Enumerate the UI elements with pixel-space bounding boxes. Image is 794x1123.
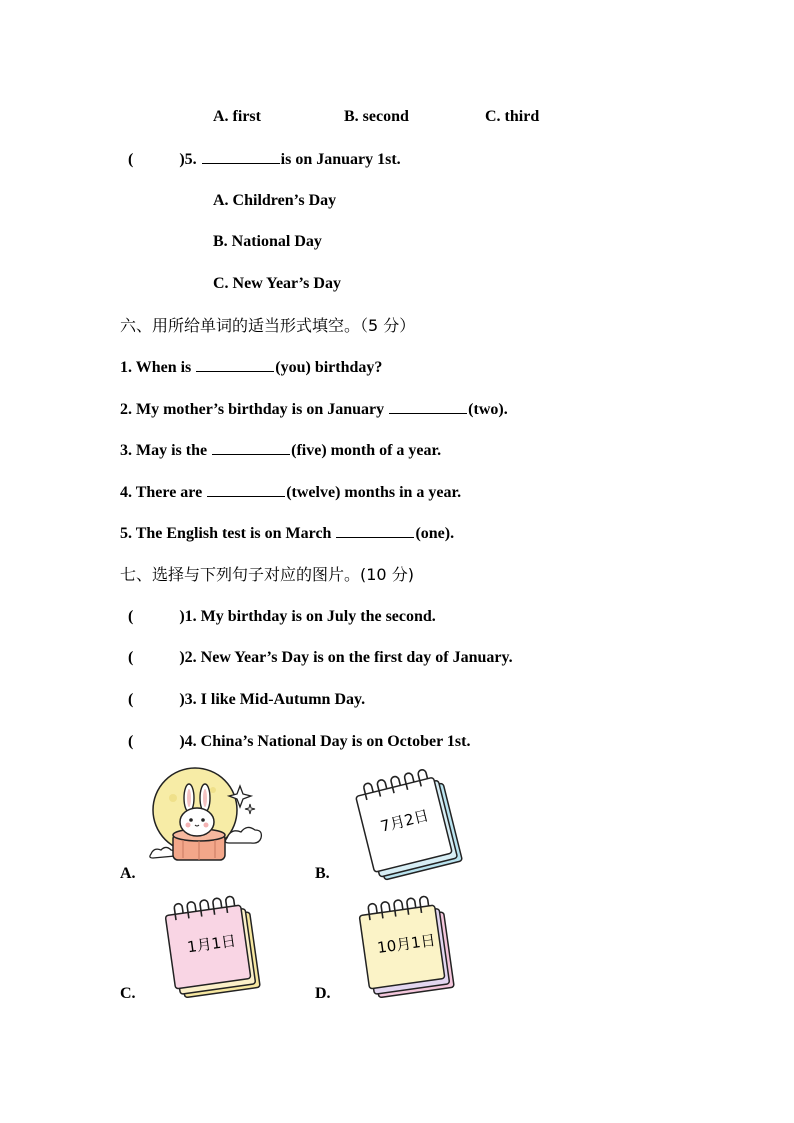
answer-blank[interactable]: [207, 482, 285, 497]
q5-option-a: A. Children’s Day: [213, 192, 337, 209]
answer-paren-open: (: [128, 691, 134, 708]
match-item-3: [128, 690, 365, 710]
fill-item-1: [120, 357, 382, 378]
answer-paren-open: (: [128, 649, 134, 666]
calendar-date: 10月1日: [376, 931, 437, 957]
section6-title: 六、用所给单词的适当形式填空。（5 分）: [120, 316, 416, 335]
fill-item-hint: (two).: [468, 401, 508, 418]
fill-item-text: 1. When is: [120, 359, 192, 376]
match-item-text: )4. China’s National Day is on October 1st.: [179, 733, 471, 750]
fill-item-hint: (five) month of a year.: [291, 442, 442, 459]
answer-blank[interactable]: [202, 149, 280, 164]
fill-item-text: 5. The English test is on March: [120, 525, 332, 542]
answer-blank[interactable]: [389, 399, 467, 414]
moon-rabbit-mooncake-icon: [145, 768, 270, 870]
q5-number: )5.: [179, 151, 197, 168]
fill-item-5: [120, 523, 454, 544]
answer-paren-open: (: [128, 733, 134, 750]
fill-item-text: 4. There are: [120, 484, 203, 501]
fill-item-text: 3. May is the: [120, 442, 208, 459]
section7-title: 七、选择与下列句子对应的图片。(10 分): [120, 565, 414, 584]
match-item-4: [128, 732, 470, 752]
fill-item-text: 2. My mother’s birthday is on January: [120, 401, 385, 418]
q5-stem: [128, 149, 401, 170]
answer-blank[interactable]: [336, 523, 414, 538]
fill-item-hint: (you) birthday?: [275, 359, 383, 376]
fill-item-hint: (one).: [415, 525, 455, 542]
match-item-2: [128, 648, 513, 668]
answer-blank[interactable]: [196, 357, 274, 372]
picture-a-label: A.: [120, 865, 136, 882]
fill-item-hint: (twelve) months in a year.: [286, 484, 462, 501]
q5-option-c: C. New Year’s Day: [213, 275, 341, 292]
fill-item-4: [120, 482, 461, 503]
match-item-text: )2. New Year’s Day is on the first day of January.: [179, 649, 513, 666]
match-item-text: )3. I like Mid-Autumn Day.: [179, 691, 366, 708]
q4-option-b: B. second: [344, 108, 409, 125]
calendar-date: 1月1日: [186, 931, 238, 957]
calendar-date: 7月2日: [378, 806, 431, 836]
fill-item-2: [120, 399, 508, 420]
match-item-text: )1. My birthday is on July the second.: [179, 608, 436, 625]
fill-item-3: [120, 440, 441, 461]
answer-blank[interactable]: [212, 440, 290, 455]
q4-option-a: A. first: [213, 108, 261, 125]
picture-d-label: D.: [315, 985, 331, 1002]
answer-paren-open: (: [128, 151, 134, 168]
picture-c-label: C.: [120, 985, 136, 1002]
q5-option-b: B. National Day: [213, 233, 322, 250]
q5-text: is on January 1st.: [280, 151, 401, 168]
answer-paren-open: (: [128, 608, 134, 625]
q4-option-c: C. third: [485, 108, 540, 125]
match-item-1: [128, 607, 436, 627]
picture-b-label: B.: [315, 865, 330, 882]
